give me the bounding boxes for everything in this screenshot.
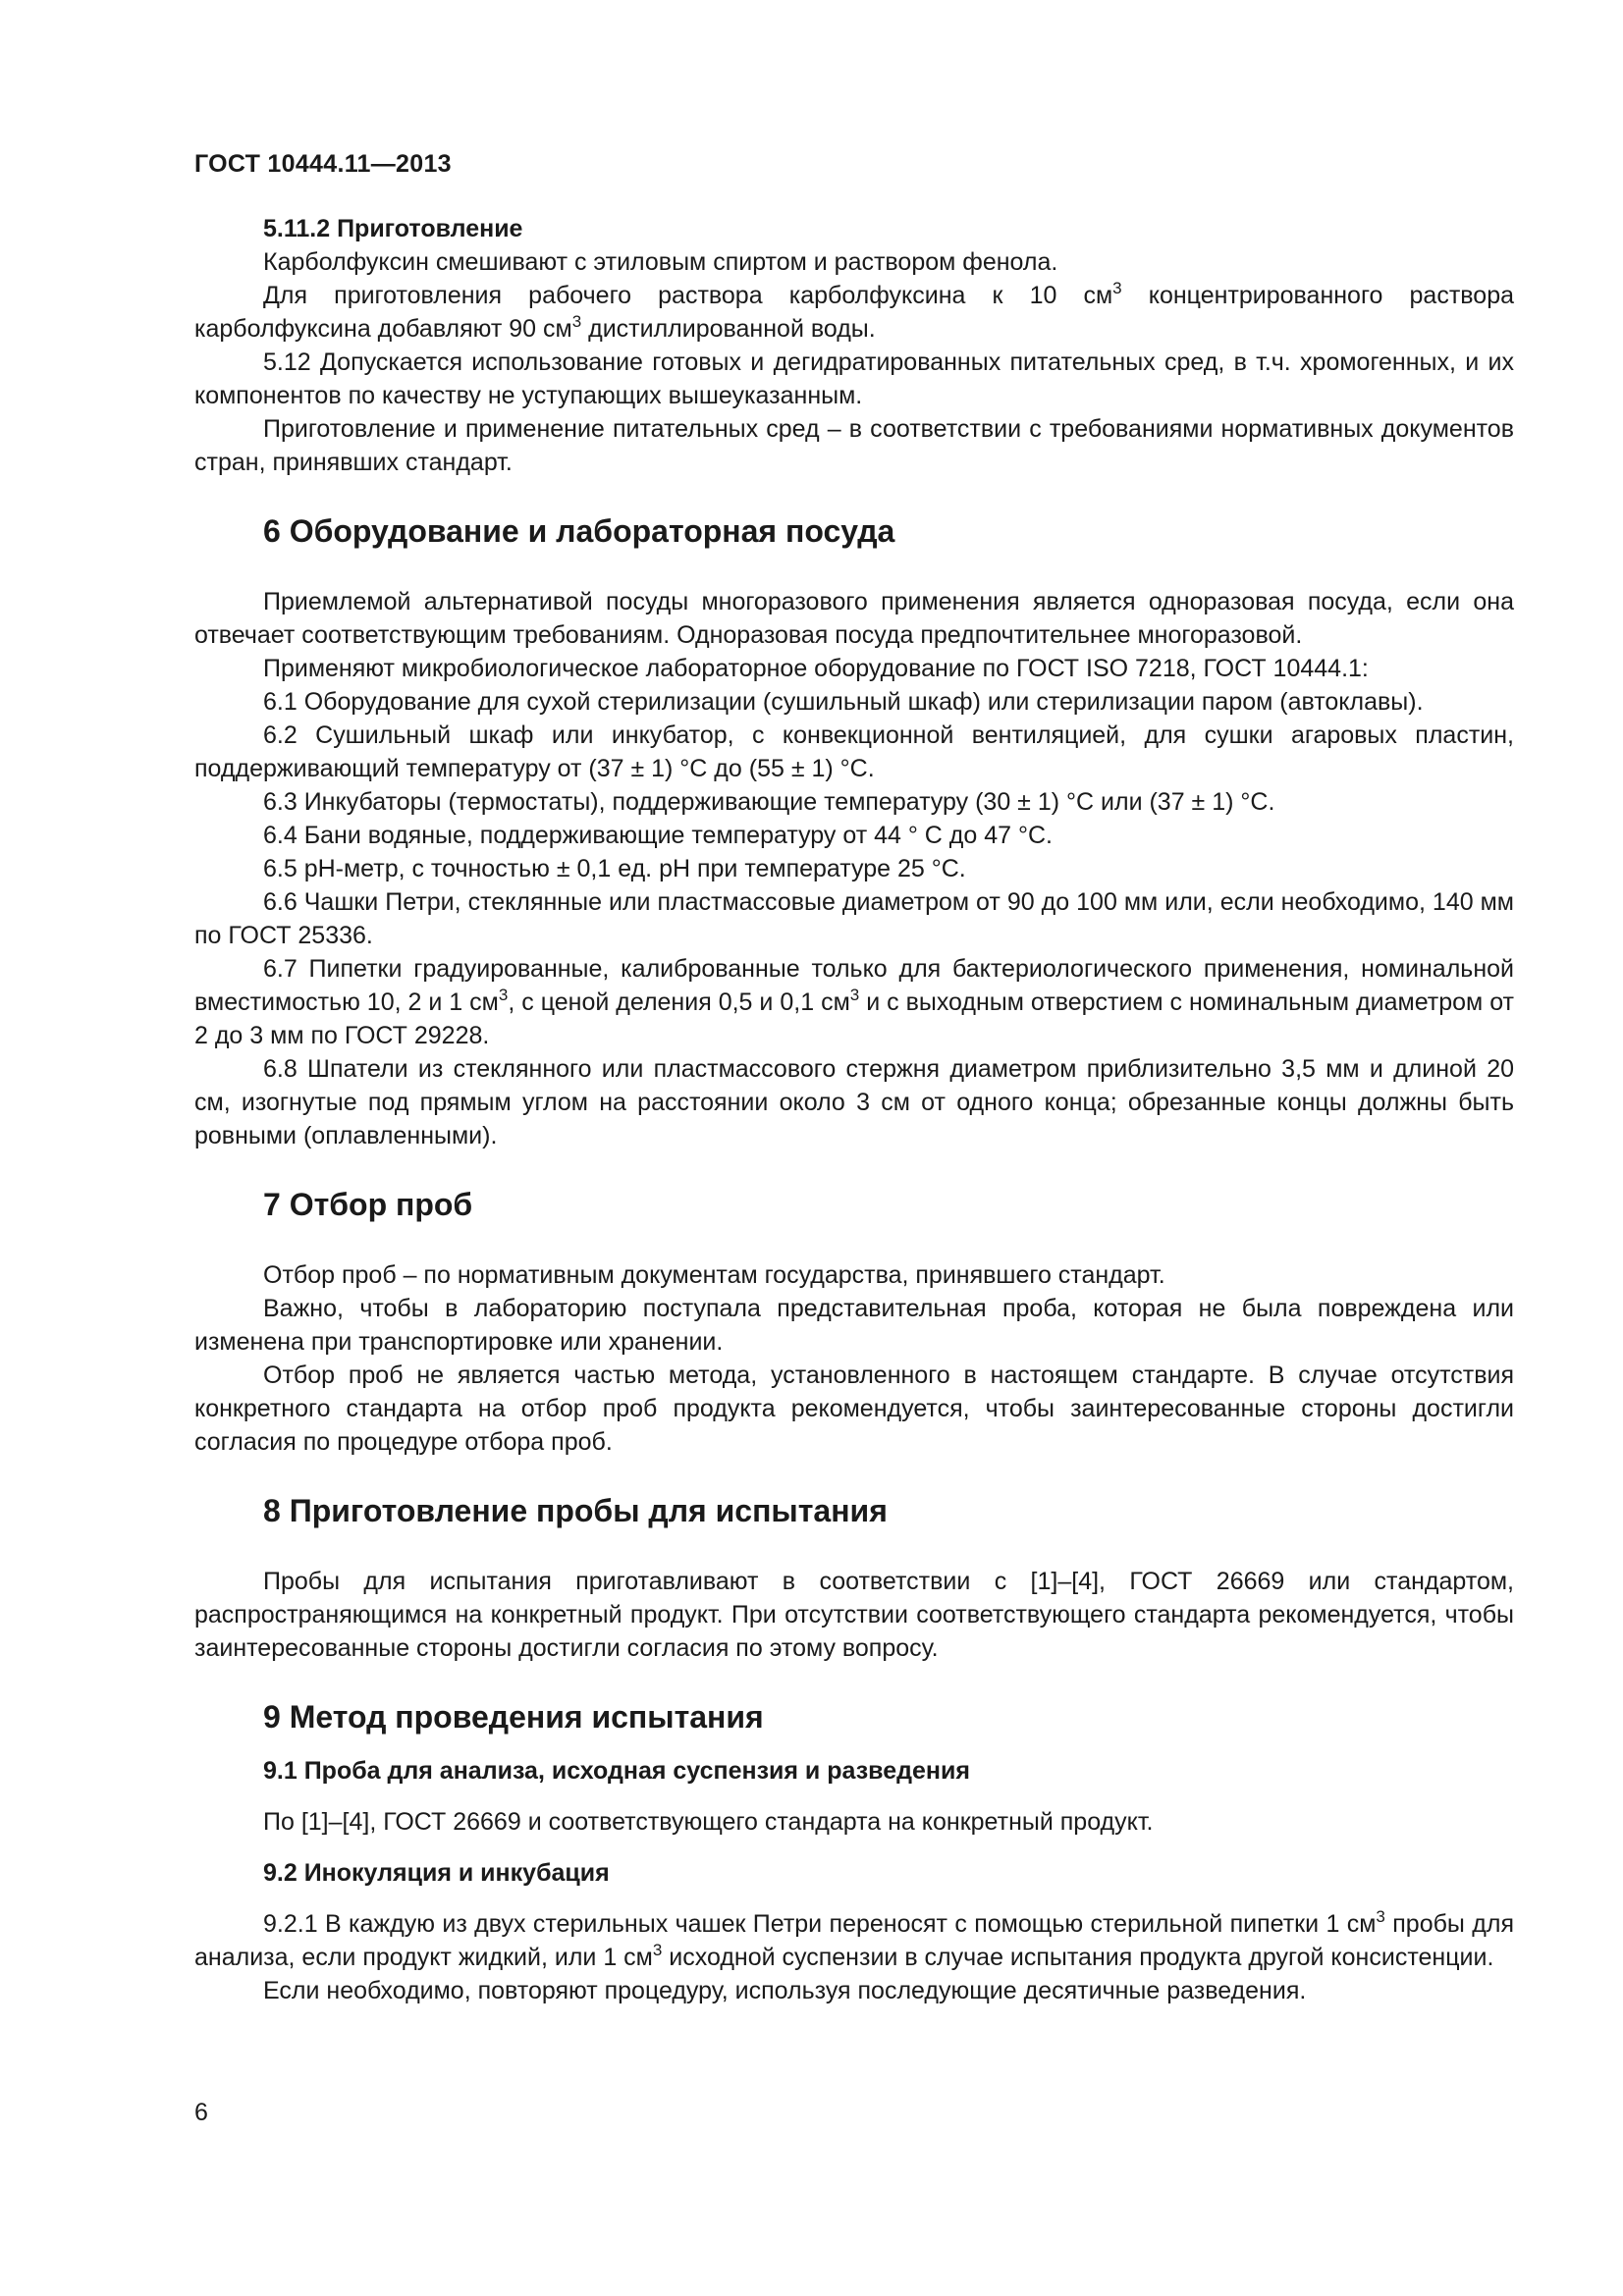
section-9-2-title: 9.2 Инокуляция и инкубация <box>263 1859 610 1887</box>
list-item: 6.1 Оборудование для сухой стерилизации (сушильный шкаф) или стерилизации паром (автоклавы). <box>263 688 1424 716</box>
section-7-title: 7 Отбор проб <box>263 1187 473 1222</box>
list-item: 6.7 Пипетки градуированные, калиброванные только для бактериологического применения, номинальной вместимостью 10, 2 и 1 $см^3$, с ценой деления 0,5 и 0,1 $см^3$ и с выходным отверстием с номинальным диаметром от 2 до 3 мм по ГОСТ 29228. <box>194 955 1515 1049</box>
section-5-11-2-title: 5.11.2 Приготовление <box>263 215 523 242</box>
list-item: 6.6 Чашки Петри, стеклянные или пластмассовые диаметром от 90 до 100 мм или, если необходимо, 140 мм по ГОСТ 25336. <box>194 888 1514 949</box>
list-item: 6.5 рН-метр, с точностью ± 0,1 ед. рН при температуре 25 °С. <box>263 855 966 882</box>
section-8-title: 8 Приготовление пробы для испытания <box>263 1493 888 1528</box>
document-body <box>194 212 1514 2007</box>
paragraph: Применяют микробиологическое лабораторное оборудование по ГОСТ ISO 7218, ГОСТ 10444.1: <box>263 655 1369 682</box>
section-6-title: 6 Оборудование и лабораторная посуда <box>263 513 895 549</box>
paragraph: Отбор проб – по нормативным документам государства, принявшего стандарт. <box>263 1261 1165 1289</box>
list-item: 6.4 Бани водяные, поддерживающие температуру от 44 ° С до 47 °С. <box>263 822 1053 849</box>
section-9-1-title: 9.1 Проба для анализа, исходная суспензия и разведения <box>263 1757 970 1785</box>
paragraph: Важно, чтобы в лабораторию поступала представительная проба, которая не была повреждена или изменена при транспортировке или хранении. <box>194 1295 1514 1356</box>
paragraph: Для приготовления рабочего раствора карболфуксина к 10 $см^3$ концентрированного раствора карболфуксина добавляют 90 $см^3$ дистиллированной воды. <box>194 279 1515 343</box>
paragraph: Отбор проб не является частью метода, установленного в настоящем стандарте. В случае отсутствия конкретного стандарта на отбор проб продукта рекомендуется, чтобы заинтересованные стороны достигли согласия по процедуре отбора проб. <box>194 1362 1514 1456</box>
page-number: 6 <box>194 2099 208 2126</box>
paragraph: Приготовление и применение питательных сред – в соответствии с требованиями нормативных документов стран, принявших стандарт. <box>194 415 1514 476</box>
paragraph: Пробы для испытания приготавливают в соответствии с [1]–[4], ГОСТ 26669 или стандартом, распространяющимся на конкретный продукт. При отсутствии соответствующего стандарта рекомендуется, чтобы заинтересованные стороны достигли согласия по этому вопросу. <box>194 1568 1514 1662</box>
paragraph: Если необходимо, повторяют процедуру, используя последующие десятичные разведения. <box>263 1977 1307 2004</box>
paragraph: Карболфуксин смешивают с этиловым спиртом и раствором фенола. <box>263 248 1058 276</box>
list-item: 6.3 Инкубаторы (термостаты), поддерживающие температуру (30 ± 1) °С или (37 ± 1) °С. <box>263 788 1275 816</box>
document-header: ГОСТ 10444.11—2013 <box>194 150 452 178</box>
section-9-title: 9 Метод проведения испытания <box>263 1699 764 1735</box>
list-item: 6.2 Сушильный шкаф или инкубатор, с конвекционной вентиляцией, для сушки агаровых пластин, поддерживающий температуру от (37 ± 1) °С до (55 ± 1) °С. <box>194 721 1514 782</box>
paragraph: По [1]–[4], ГОСТ 26669 и соответствующего стандарта на конкретный продукт. <box>263 1808 1154 1836</box>
paragraph: 9.2.1 В каждую из двух стерильных чашек Петри переносят с помощью стерильной пипетки 1 $см^3$ пробы для анализа, если продукт жидкий, или 1 $см^3$ исходной суспензии в случае испытания продукта другой консистенции. <box>194 1907 1514 1971</box>
list-item: 6.8 Шпатели из стеклянного или пластмассового стержня диаметром приблизительно 3,5 мм и длиной 20 см, изогнутые под прямым углом на расстоянии около 3 см от одного конца; обрезанные концы должны быть ровными (оплавленными). <box>194 1055 1514 1149</box>
paragraph: Приемлемой альтернативой посуды многоразового применения является одноразовая посуда, если она отвечает соответствующим требованиям. Одноразовая посуда предпочтительнее многоразовой. <box>194 588 1514 649</box>
paragraph: 5.12 Допускается использование готовых и дегидратированных питательных сред, в т.ч. хромогенных, и их компонентов по качеству не уступающих вышеуказанным. <box>194 348 1514 409</box>
